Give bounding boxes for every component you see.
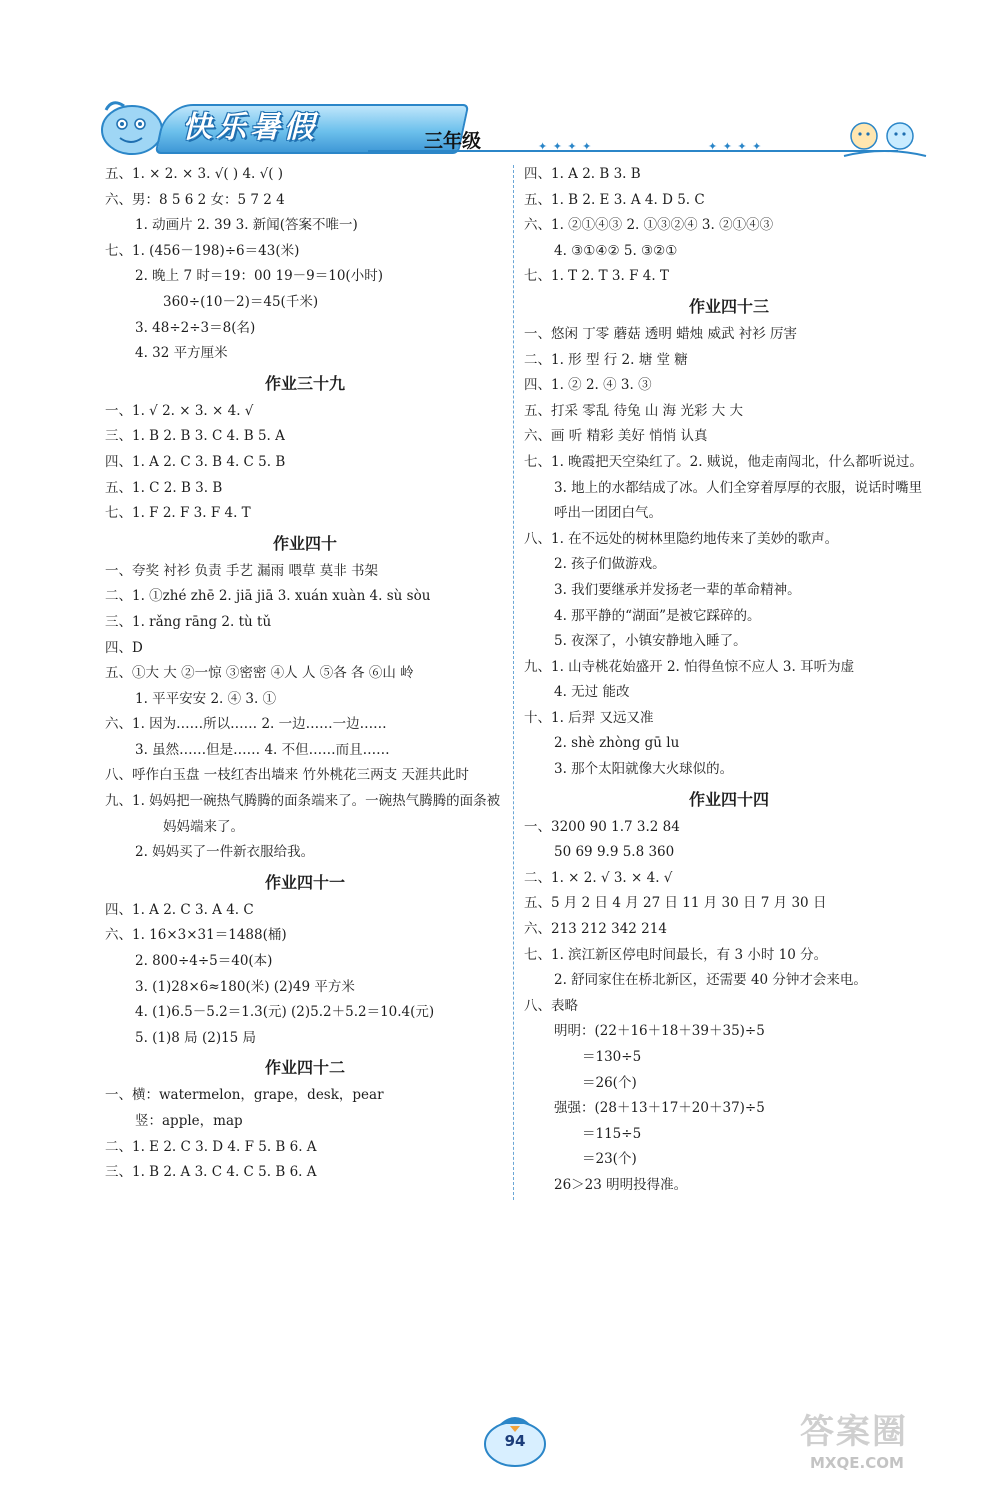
section-title: 作业四十 [272,533,337,553]
section-title: 作业四十四 [688,789,769,809]
answer-line: 二、1. 形 型 行 2. 塘 堂 糖 [524,351,688,368]
header-stars-right: ✦ ✦ ✦ ✦ [708,140,763,153]
answer-line: 四、D [105,639,143,656]
answer-line: 六、1. ②①④③ 2. ①③②④ 3. ②①④③ [524,217,774,234]
answer-line: 五、①大 大 ②一惊 ③密密 ④人 人 ⑤各 各 ⑥山 岭 [105,665,414,682]
answer-line: 1. 平平安安 2. ④ 3. ① [135,690,277,707]
answer-line: 六、画 听 精彩 美好 悄悄 认真 [524,428,708,445]
answer-line: 六、1. 因为……所以…… 2. 一边……一边…… [105,716,387,733]
answer-line: 八、1. 在不远处的树林里隐约地传来了美妙的歌声。 [524,530,839,547]
answer-line: 4. 32 平方厘米 [135,345,228,362]
answer-line: 4. 无过 能改 [554,684,630,701]
answer-line: 3. 48÷2÷3＝8(名) [135,319,256,336]
answer-line: 5. 夜深了，小镇安静地入睡了。 [554,633,747,650]
answer-line: 2. 孩子们做游戏。 [554,556,666,573]
answer-line: 五、打采 零乱 待兔 山 海 光彩 大 大 [524,402,744,419]
answer-line: 4. ③①④② 5. ③②① [554,242,678,259]
answer-line: 四、1. ② 2. ④ 3. ③ [524,377,652,394]
answer-line: 强强：(28＋13＋17＋20＋37)÷5 [554,1100,765,1117]
answer-line: 十、1. 后羿 又远又准 [524,709,654,726]
watermark-url: MXQE.COM [810,1454,904,1472]
header-stars-left: ✦ ✦ ✦ ✦ [538,140,593,153]
answer-line: 一、悠闲 丁零 蘑菇 透明 蜡烛 威武 衬衫 厉害 [524,325,798,342]
answer-line: 三、1. B 2. B 3. C 4. B 5. A [105,428,285,445]
cartoon-kids-icon [838,116,930,162]
answer-line: ＝130÷5 [582,1049,642,1065]
answer-line: 4. (1)6.5－5.2＝1.3(元) (2)5.2＋5.2＝10.4(元) [135,1004,435,1021]
answer-line: 七、1. 滨江新区停电时间最长，有 3 小时 10 分。 [524,946,828,963]
answer-line: 三、1. rǎng rāng 2. tù tǔ [105,613,272,630]
answer-line: ＝23(个) [582,1151,637,1168]
answer-line: 一、夸奖 衬衫 负责 手艺 漏雨 喂草 莫非 书架 [105,562,379,579]
answer-line: 四、1. A 2. C 3. B 4. C 5. B [105,453,286,470]
answer-line: 2. shè zhòng gū lu [554,735,680,752]
answer-line: 二、1. × 2. √ 3. × 4. √ [524,869,673,886]
answer-line: 六、男：8 5 6 2 女：5 7 2 4 [105,191,285,208]
answer-line: 五、1. B 2. E 3. A 4. D 5. C [524,191,705,208]
answer-line: 2. 舒同家住在桥北新区，还需要 40 分钟才会来电。 [554,972,867,989]
answer-line: ＝26(个) [582,1074,637,1091]
answer-line: ＝115÷5 [582,1125,642,1142]
section-title: 作业三十九 [264,373,345,393]
answer-line: 九、1. 山寺桃花始盛开 2. 怕得鱼惊不应人 3. 耳听为虚 [524,658,855,675]
answer-line: 八、呼作白玉盘 一枝红杏出墙来 竹外桃花三两支 天涯共此时 [105,767,469,784]
answer-line: 五、1. × 2. × 3. √( ) 4. √( ) [105,166,284,182]
page-footer [480,1410,550,1470]
answer-line: 50 69 9.9 5.8 360 [554,844,675,861]
answer-line: 九、1. 妈妈把一碗热气腾腾的面条端来了。一碗热气腾腾的面条被 [105,793,501,810]
answer-line: 七、1. 晚霞把天空染红了。2. 贼说，他走南闯北，什么都听说过。 [524,453,923,470]
page-header [98,92,928,162]
answer-line: 4. 那平静的“湖面”是被它踩碎的。 [554,607,761,624]
book-title: 快乐暑假 [182,110,318,145]
answer-line: 一、横：watermelon，grape，desk，pear [105,1087,384,1104]
answer-line: 3. 我们要继承并发扬老一辈的革命精神。 [554,581,801,598]
answer-line: 七、1. F 2. F 3. F 4. T [105,505,251,522]
answer-line: 三、1. B 2. A 3. C 4. C 5. B 6. A [105,1164,317,1181]
answer-line: 七、1. T 2. T 3. F 4. T [524,268,669,285]
answer-line: 五、5 月 2 日 4 月 27 日 11 月 30 日 7 月 30 日 [524,895,827,912]
answer-line: 六、1. 16×3×31＝1488(桶) [105,927,287,944]
section-title: 作业四十三 [688,296,769,316]
section-title: 作业四十一 [264,872,345,892]
answer-line: 360÷(10－2)＝45(千米) [163,293,319,310]
answer-line: 2. 妈妈买了一件新衣服给我。 [135,844,315,861]
page-number: 94 [504,1432,526,1450]
answer-line: 呼出一团团白气。 [554,505,662,522]
answer-line: 26＞23 明明投得准。 [554,1176,688,1193]
answer-line: 竖：apple，map [135,1113,243,1129]
answer-line: 一、1. √ 2. × 3. × 4. √ [105,402,254,419]
answer-line: 四、1. A 2. C 3. A 4. C [105,901,254,918]
answer-line: 5. (1)8 局 (2)15 局 [135,1029,257,1046]
answer-line: 二、1. ①zhé zhē 2. jiā jiā 3. xuán xuàn 4. sù sòu [105,588,431,605]
answer-line: 3. 地上的水都结成了冰。人们全穿着厚厚的衣服，说话时嘴里 [554,479,923,496]
answer-line: 六、213 212 342 214 [524,921,667,938]
answer-line: 3. 那个太阳就像大火球似的。 [554,761,734,778]
answer-line: 八、表略 [524,997,578,1014]
answer-line: 2. 晚上 7 时＝19：00 19－9＝10(小时) [135,268,383,285]
answer-line: 五、1. C 2. B 3. B [105,479,223,496]
answer-line: 七、1. (456－198)÷6＝43(米) [105,242,300,259]
answer-line: 明明：(22＋16＋18＋39＋35)÷5 [554,1023,765,1040]
grade-label: 三年级 [424,130,482,152]
watermark [800,1400,990,1480]
watermark-text: 答案圈 [800,1412,908,1452]
answer-line: 3. 虽然……但是…… 4. 不但……而且…… [135,741,390,758]
answer-line: 四、1. A 2. B 3. B [524,166,641,182]
section-title: 作业四十二 [264,1058,345,1078]
answer-line: 妈妈端来了。 [163,818,244,835]
answer-line: 3. (1)28×6≈180(米) (2)49 平方米 [135,978,355,995]
column-divider [513,165,514,1200]
answer-line: 一、3200 90 1.7 3.2 84 [524,818,680,835]
right-column [524,162,934,1199]
answer-line: 1. 动画片 2. 39 3. 新闻(答案不唯一) [135,217,358,234]
answer-line: 二、1. E 2. C 3. D 4. F 5. B 6. A [105,1138,317,1155]
left-column [105,162,505,1186]
answer-line: 2. 800÷4÷5＝40(本) [135,953,273,970]
